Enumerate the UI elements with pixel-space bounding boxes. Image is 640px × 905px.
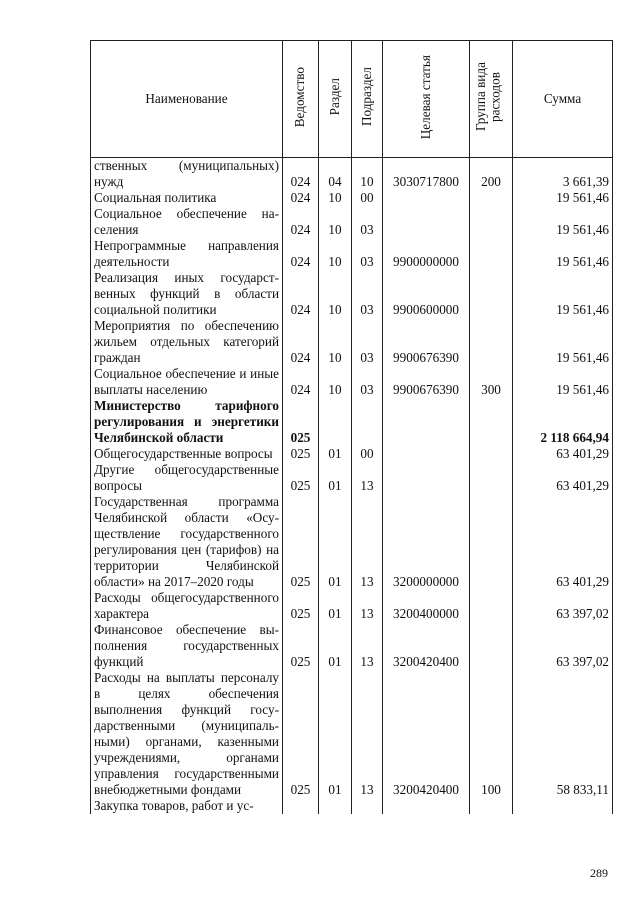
row-subsection: 03 <box>352 206 383 238</box>
row-subsection: 13 <box>352 622 383 670</box>
row-target-article: 9900676390 <box>383 318 470 366</box>
row-amount: 63 397,02 <box>513 622 613 670</box>
row-department: 024 <box>283 206 319 238</box>
table-row <box>91 270 613 318</box>
row-amount: 19 561,46 <box>513 190 613 206</box>
row-name: Государственная программа Челябинской области «Осуществление государственного регулирования цен (тарифов) на территории Челябинской области» на 2017–2020 годы <box>91 494 283 590</box>
row-expense-group <box>470 446 513 462</box>
row-subsection: 00 <box>352 446 383 462</box>
row-section: 10 <box>319 206 352 238</box>
header-expense-group: Группа вида расходов <box>470 41 513 158</box>
table-row <box>91 190 613 206</box>
row-target-article: 3200000000 <box>383 494 470 590</box>
row-expense-group <box>470 190 513 206</box>
row-target-article <box>383 462 470 494</box>
row-department: 025 <box>283 446 319 462</box>
row-name: Другие общегосударственные вопросы <box>91 462 283 494</box>
row-target-article: 9900676390 <box>383 366 470 398</box>
row-name: ственных (муниципальных) нужд <box>91 158 283 191</box>
row-amount: 19 561,46 <box>513 318 613 366</box>
row-subsection: 13 <box>352 670 383 798</box>
row-section: 10 <box>319 190 352 206</box>
row-amount <box>513 798 613 814</box>
row-amount: 19 561,46 <box>513 238 613 270</box>
row-department: 024 <box>283 270 319 318</box>
row-target-article <box>383 798 470 814</box>
row-department <box>283 798 319 814</box>
row-amount: 63 401,29 <box>513 494 613 590</box>
row-amount: 63 397,02 <box>513 590 613 622</box>
row-section: 01 <box>319 462 352 494</box>
header-target-article: Целевая статья <box>383 41 470 158</box>
row-department: 024 <box>283 238 319 270</box>
row-expense-group <box>470 398 513 446</box>
table-row <box>91 318 613 366</box>
row-department: 024 <box>283 366 319 398</box>
row-section: 10 <box>319 318 352 366</box>
row-subsection: 03 <box>352 366 383 398</box>
table-row <box>91 670 613 798</box>
row-target-article <box>383 446 470 462</box>
row-amount: 19 561,46 <box>513 366 613 398</box>
row-expense-group: 200 <box>470 158 513 191</box>
row-amount: 63 401,29 <box>513 446 613 462</box>
table-row <box>91 622 613 670</box>
row-subsection: 03 <box>352 270 383 318</box>
row-name: Реализация иных государственных функций в области социальной политики <box>91 270 283 318</box>
row-subsection: 00 <box>352 190 383 206</box>
row-expense-group <box>470 590 513 622</box>
row-subsection: 03 <box>352 238 383 270</box>
row-expense-group: 300 <box>470 366 513 398</box>
row-section: 01 <box>319 590 352 622</box>
row-target-article: 3200420400 <box>383 622 470 670</box>
row-target-article: 9900600000 <box>383 270 470 318</box>
row-section: 01 <box>319 446 352 462</box>
row-subsection: 13 <box>352 590 383 622</box>
table-row <box>91 590 613 622</box>
row-section: 01 <box>319 670 352 798</box>
row-target-article: 9900000000 <box>383 238 470 270</box>
row-section: 01 <box>319 622 352 670</box>
row-section <box>319 398 352 446</box>
row-department: 024 <box>283 318 319 366</box>
row-expense-group <box>470 494 513 590</box>
row-name: Финансовое обеспечение выполнения государственных функций <box>91 622 283 670</box>
table-body <box>91 158 613 815</box>
row-subsection: 10 <box>352 158 383 191</box>
row-name: Закупка товаров, работ и ус- <box>91 798 283 814</box>
row-amount: 58 833,11 <box>513 670 613 798</box>
row-department: 025 <box>283 622 319 670</box>
budget-table <box>90 40 613 814</box>
header-section: Раздел <box>319 41 352 158</box>
row-name: Социальное обеспечение населения <box>91 206 283 238</box>
row-amount: 19 561,46 <box>513 206 613 238</box>
table-row <box>91 494 613 590</box>
row-amount: 63 401,29 <box>513 462 613 494</box>
row-department: 025 <box>283 494 319 590</box>
row-expense-group <box>470 798 513 814</box>
table-row <box>91 398 613 446</box>
row-section <box>319 798 352 814</box>
row-name: Мероприятия по обеспечению жильем отдельных категорий граждан <box>91 318 283 366</box>
row-target-article: 3030717800 <box>383 158 470 191</box>
row-expense-group <box>470 206 513 238</box>
row-subsection <box>352 798 383 814</box>
table-row <box>91 798 613 814</box>
row-department: 024 <box>283 190 319 206</box>
header-subsection: Подраздел <box>352 41 383 158</box>
table-row <box>91 462 613 494</box>
row-department: 024 <box>283 158 319 191</box>
row-department: 025 <box>283 590 319 622</box>
row-amount: 3 661,39 <box>513 158 613 191</box>
row-target-article: 3200420400 <box>383 670 470 798</box>
table-row <box>91 366 613 398</box>
table-row <box>91 158 613 191</box>
table-header <box>91 41 613 158</box>
row-amount: 2 118 664,94 <box>513 398 613 446</box>
table-row <box>91 446 613 462</box>
header-department: Ведомство <box>283 41 319 158</box>
row-section: 10 <box>319 270 352 318</box>
row-expense-group: 100 <box>470 670 513 798</box>
row-name: Расходы на выплаты персоналу в целях обеспечения выполнения функций государственными (муниципальными) органами, казенными учреждениями, органами управления государственными внебюджетными фондами <box>91 670 283 798</box>
row-target-article: 3200400000 <box>383 590 470 622</box>
row-expense-group <box>470 238 513 270</box>
row-expense-group <box>470 270 513 318</box>
table-row <box>91 238 613 270</box>
table-row <box>91 206 613 238</box>
row-name: Расходы общегосударственного характера <box>91 590 283 622</box>
row-department: 025 <box>283 398 319 446</box>
row-subsection: 13 <box>352 494 383 590</box>
row-section: 10 <box>319 366 352 398</box>
row-amount: 19 561,46 <box>513 270 613 318</box>
row-subsection <box>352 398 383 446</box>
row-expense-group <box>470 462 513 494</box>
row-target-article <box>383 206 470 238</box>
row-section: 01 <box>319 494 352 590</box>
row-section: 04 <box>319 158 352 191</box>
row-expense-group <box>470 622 513 670</box>
row-department: 025 <box>283 462 319 494</box>
row-name: Общегосударственные вопросы <box>91 446 283 462</box>
row-target-article <box>383 398 470 446</box>
row-department: 025 <box>283 670 319 798</box>
row-target-article <box>383 190 470 206</box>
row-section: 10 <box>319 238 352 270</box>
page-number: 289 <box>590 866 608 880</box>
row-name: Министерство тарифного регулирования и энергетики Челябинской области <box>91 398 283 446</box>
row-name: Социальная политика <box>91 190 283 206</box>
header-amount: Сумма <box>513 41 613 158</box>
row-expense-group <box>470 318 513 366</box>
header-name: Наименование <box>91 41 283 158</box>
row-subsection: 03 <box>352 318 383 366</box>
row-name: Непрограммные направления деятельности <box>91 238 283 270</box>
row-name: Социальное обеспечение и иные выплаты населению <box>91 366 283 398</box>
row-subsection: 13 <box>352 462 383 494</box>
